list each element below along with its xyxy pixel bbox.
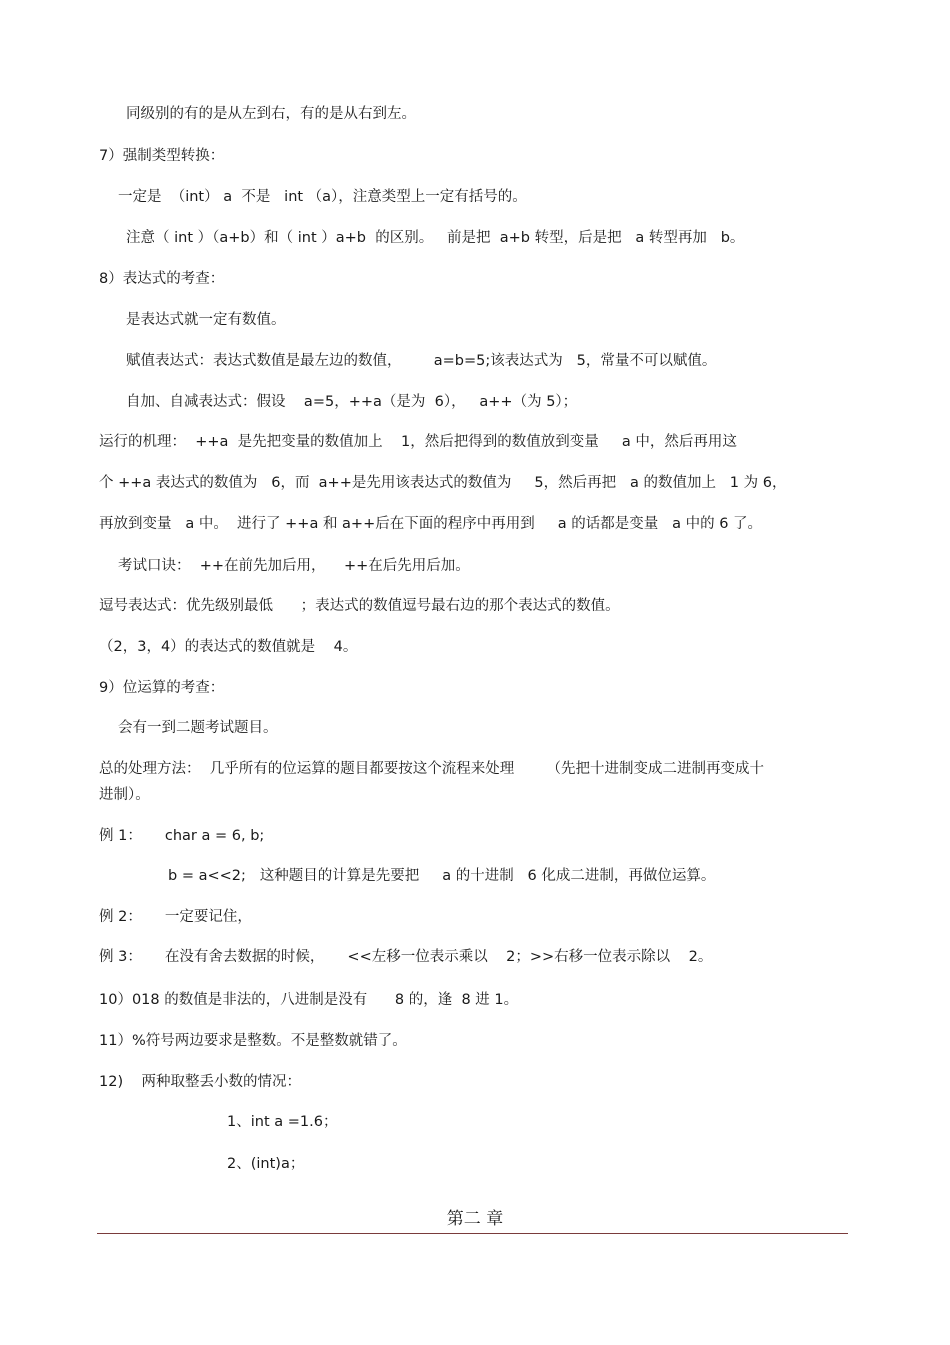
text-line: 赋值表达式：表达式数值是最左边的数值， a=b=5;该表达式为 5，常量不可以赋值。	[126, 353, 717, 369]
text-line: 会有一到二题考试题目。	[118, 720, 278, 736]
text-line: 总的处理方法： 几乎所有的位运算的题目都要按这个流程来处理 （先把十进制变成二进制再变成十	[99, 761, 764, 777]
list-item: 1、int a =1.6；	[227, 1114, 338, 1130]
text-line: 进制）。	[99, 787, 150, 803]
text-line: 考试口诀： ++在前先加后用， ++在后先用后加。	[118, 558, 470, 574]
section-heading: 7）强制类型转换：	[99, 148, 225, 164]
text-line: （2，3，4）的表达式的数值就是 4。	[99, 639, 358, 655]
text-line: 逗号表达式：优先级别最低 ；表达式的数值逗号最右边的那个表达式的数值。	[99, 598, 620, 614]
example-line: 例 1： char a = 6, b;	[99, 828, 265, 844]
example-line: 例 3： 在没有舍去数据的时候， <<左移一位表示乘以 2；>>右移一位表示除以 2。	[99, 949, 713, 965]
list-item: 2、(int)a；	[227, 1156, 305, 1172]
section-heading: 10）018 的数值是非法的，八进制是没有 8 的，逢 8 进 1。	[99, 992, 519, 1008]
chapter-title: 第二 章	[446, 1209, 504, 1229]
section-heading: 12) 两种取整丢小数的情况：	[99, 1074, 302, 1090]
text-line: 个 ++a 表达式的数值为 6，而 a++是先用该表达式的数值为 5，然后再把 a 的数值加上 1 为 6，	[99, 475, 787, 491]
example-line: b = a<<2; 这种题目的计算是先要把 a 的十进制 6 化成二进制，再做位运算。	[168, 868, 716, 884]
section-heading: 8）表达式的考查：	[99, 271, 225, 287]
chapter-divider	[97, 1233, 848, 1234]
text-line: 是表达式就一定有数值。	[126, 312, 286, 328]
text-line: 注意（ int ）（a+b）和（ int ）a+b 的区别。 前是把 a+b 转型，后是把 a 转型再加 b。	[126, 230, 745, 246]
section-heading: 9）位运算的考查：	[99, 680, 225, 696]
text-line: 一定是 （int） a 不是 int （a），注意类型上一定有括号的。	[118, 189, 527, 205]
example-line: 例 2： 一定要记住，	[99, 909, 252, 925]
text-line: 运行的机理： ++a 是先把变量的数值加上 1，然后把得到的数值放到变量 a 中，然后再用这	[99, 434, 737, 450]
text-line: 同级别的有的是从左到右，有的是从右到左。	[126, 106, 416, 122]
section-heading: 11）%符号两边要求是整数。不是整数就错了。	[99, 1033, 407, 1049]
text-line: 再放到变量 a 中。 进行了 ++a 和 a++后在下面的程序中再用到 a 的话都是变量 a 中的 6 了。	[99, 516, 763, 532]
text-line: 自加、自减表达式：假设 a=5，++a（是为 6）， a++（为 5）；	[126, 394, 578, 410]
